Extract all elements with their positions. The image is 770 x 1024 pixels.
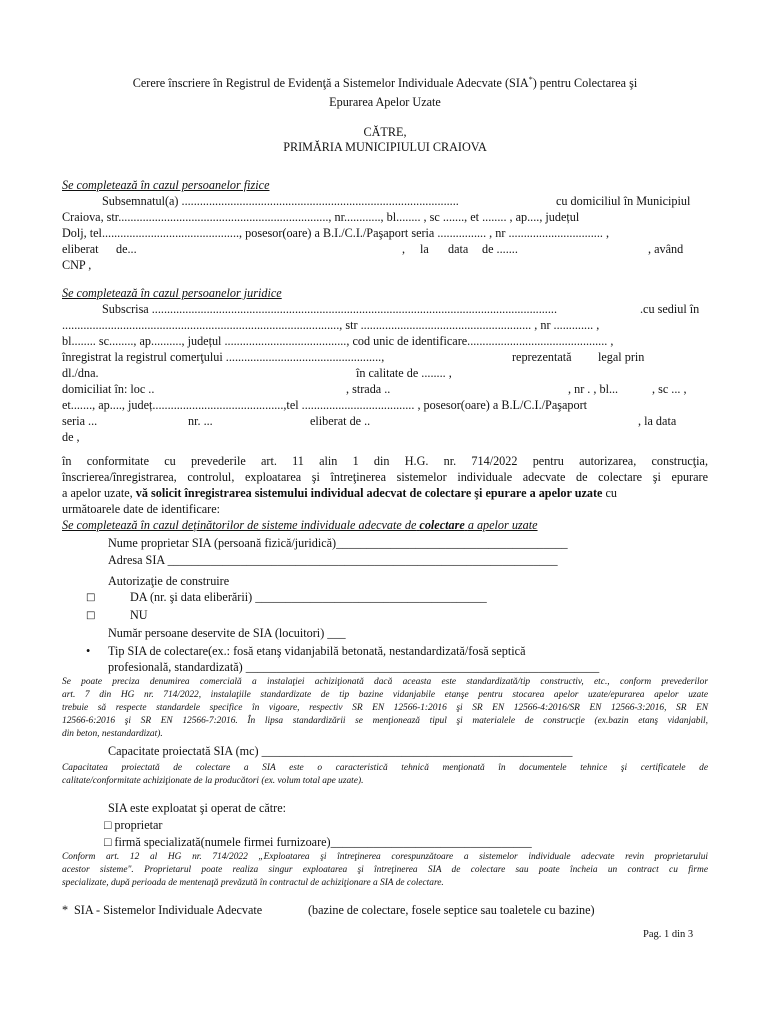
juridice-sc: , sc ... , [652,382,687,396]
juridice-street-line: ..........................................................................................., str ........................................................ , nr ............. , [62,318,600,332]
recipient-catre: CĂTRE, [363,125,407,139]
checkbox-nu[interactable]: □ [86,610,96,621]
note-standard-line-3: trebuie să respecte standardele specifice în vigoare, respectiv SR EN 12566-1:2016 şi SR EN 12566-4:2016/SR EN 12566-3:2016, SR EN [62,703,708,713]
detinatori-heading-colectare: colectare [419,518,465,532]
juridice-et-line: et......., ap...., județ...........................................,tel ..................................... , posesor(oare) a B.L/C.I./Paşaport [62,398,588,412]
juridice-nr: nr. ... [188,414,213,428]
title-line-1: Cerere înscriere în Registrul de Evidenţă a Sistemelor Individuale Adecvate (SIA [132,76,529,91]
footnote-bazine: (bazine de colectare, fosele septice sau toaletele cu bazine) [308,903,595,917]
nu-label: NU [130,608,148,622]
juridice-domiciliat: domiciliat în: loc .. [62,382,155,396]
page-number: Pag. 1 din 3 [643,929,694,940]
conformitate-line-3 [62,486,617,501]
note-standard-line-5: din beton, nestandardizat). [62,729,163,739]
fizice-id-line: Dolj, tel............................................., posesor(oare) a B.I./C.I./Paşaport seria ................ , nr ............................... , [62,226,610,240]
conformitate-line-4: următoarele date de identificare: [62,502,221,516]
option-proprietar[interactable]: □ proprietar [104,818,163,832]
title-line-2: Epurarea Apelor Uzate [329,95,441,110]
capacitate-field[interactable]: Capacitate proiectată SIA (mc) ___________________________________________________ [108,744,573,758]
exploatare-label: SIA este exploatat şi operat de către: [108,801,287,815]
fizice-la: la [420,242,429,256]
note-standard-line-4: 12566-6:2016 şi SR EN 12566-7:2016. În lipsa standardizării se menţionează tipul şi materialele de construcţie (ex.bazin etanş vidanjabil, [62,716,708,726]
fizice-eliberat: eliberat [62,242,99,256]
juridice-registru: înregistrat la registrul comerţului ..................................................., [62,350,385,364]
fizice-data-de: de ....... [482,242,518,256]
option-firma[interactable]: □ firmă specializată(numele firmei furnizoare)_________________________________ [104,835,532,849]
exploatare-note-line-3: specializate, după perioada de mentenaţă prevăzută în contractul de achiziţionare a SIA de colectare. [62,878,444,888]
juridice-la-data: , la data [638,414,677,428]
conformitate-line-2: înscrierea/înregistrarea, controlul, exploatarea şi întreţinerea sistemelor individuale adecvate de colectare şi epurare [62,470,708,484]
detinatori-heading-a: Se completează în cazul deținătorilor de sisteme individuale adecvate de [62,518,417,532]
fizice-data: data [448,242,469,256]
da-field[interactable]: DA (nr. şi data eliberării) ______________________________________ [130,590,487,604]
fizice-domiciliu-label: cu domiciliul în Municipiul [556,194,691,208]
fizice-address-line: Craiova, str....................................................................., nr............, bl........ , sc ......., et ........ , ap...., județul [62,210,580,224]
conformitate-solicitare: vă solicit înregistrarea sistemului individual adecvat de colectare şi epurare a apelor uzate [135,486,603,500]
fizice-comma: , [402,242,406,256]
note-standard-line-1: Se poate preciza denumirea comercială a instalaţiei achiziţionată dacă aceasta este standardizată/tip constructiv, etc., conform prevederilor [62,677,708,687]
footnote-sia: SIA - Sistemelor Individuale Adecvate [74,903,263,917]
section-heading-detinatori [62,518,538,533]
checkbox-da[interactable]: □ [86,592,96,603]
footnote-star: * [62,903,69,917]
fizice-avand: , având [648,242,684,256]
persoane-field[interactable]: Număr persoane deservite de SIA (locuitori) ___ [108,626,346,640]
recipient-block [40,125,730,155]
detinatori-heading-c: a apelor uzate [467,518,538,532]
juridice-de: de , [62,430,80,444]
juridice-nr-bl: , nr . , bl... [568,382,619,396]
capacitate-note-line-2: calitate/conformitate achiziţionate de la producători (ex. volum total ape uzate). [62,776,364,786]
conformitate-line-1: în conformitate cu prevederile art. 11 alin 1 din H.G. nr. 714/2022 pentru autorizarea, construcţia, [62,454,708,468]
juridice-legal-prin: legal prin [598,350,645,364]
juridice-sediu: .cu sediul în [640,302,700,316]
owner-field[interactable]: Nume proprietar SIA (persoană fizică/juridică)______________________________________ [108,536,568,550]
fizice-subsemnatul: Subsemnatul(a) ........................................................................................... [102,194,459,208]
section-heading-juridice: Se completează în cazul persoanelor juridice [62,286,282,300]
fizice-cnp: CNP , [62,258,92,272]
note-standard-line-2: art. 7 din HG nr. 714/2022, instalaţiile standardizate de tip bazine vidanjabile etanşe pentru stocarea apelor uzate/epurarea apelor uzate [62,690,708,700]
juridice-reprezentata: reprezentată [512,350,572,364]
juridice-strada: , strada .. [346,382,391,396]
juridice-cui-line: bl........ sc........, ap.........., județul ........................................, cod unic de identificare.............................................. , [62,334,614,348]
fizice-eliberat-de: de... [116,242,137,256]
juridice-dl-dna: dl./dna. [62,366,99,380]
exploatare-note-line-2: acestor sisteme". Proprietarul poate realiza singur exploatarea şi întreţinerea SIA de colectare sau poate încheia un contract cu firme [62,865,708,875]
section-heading-fizice: Se completează în cazul persoanelor fizice [62,178,270,192]
capacitate-note-line-1: Capacitatea proiectată de colectare a SIA este o caracteristică tehnică menţionată în documentele tehnice şi certificatele de [62,763,708,773]
tip-field[interactable]: profesională, standardizată) __________________________________________________________ [108,660,600,674]
title-asterisk: * [528,75,533,84]
conformitate-apelor: a apelor uzate, [62,486,133,500]
tip-line-1: Tip SIA de colectare(ex.: fosă etanş vidanjabilă betonată, nestandardizată/fosă septică [108,644,526,658]
autorizatie-label: Autorizaţie de construire [108,574,230,588]
tip-bullet: • [86,644,91,658]
juridice-calitate: în calitate de ........ , [356,366,452,380]
exploatare-note-line-1: Conform art. 12 al HG nr. 714/2022 „Exploatarea şi întreţinerea corespunzătoare a sistemelor individuale adecvate revin proprietarului [62,852,708,862]
juridice-subscrisa: Subscrisa ..................................................................................................................................... [102,302,557,316]
juridice-eliberat: eliberat de .. [310,414,371,428]
juridice-seria: seria ... [62,414,98,428]
address-field[interactable]: Adresa SIA ________________________________________________________________ [108,553,558,567]
conformitate-cu: cu [605,486,618,500]
recipient-primaria: PRIMĂRIA MUNICIPIULUI CRAIOVA [283,140,487,154]
document-title [40,70,730,112]
title-line-1-end: ) pentru Colectarea şi [532,76,638,91]
